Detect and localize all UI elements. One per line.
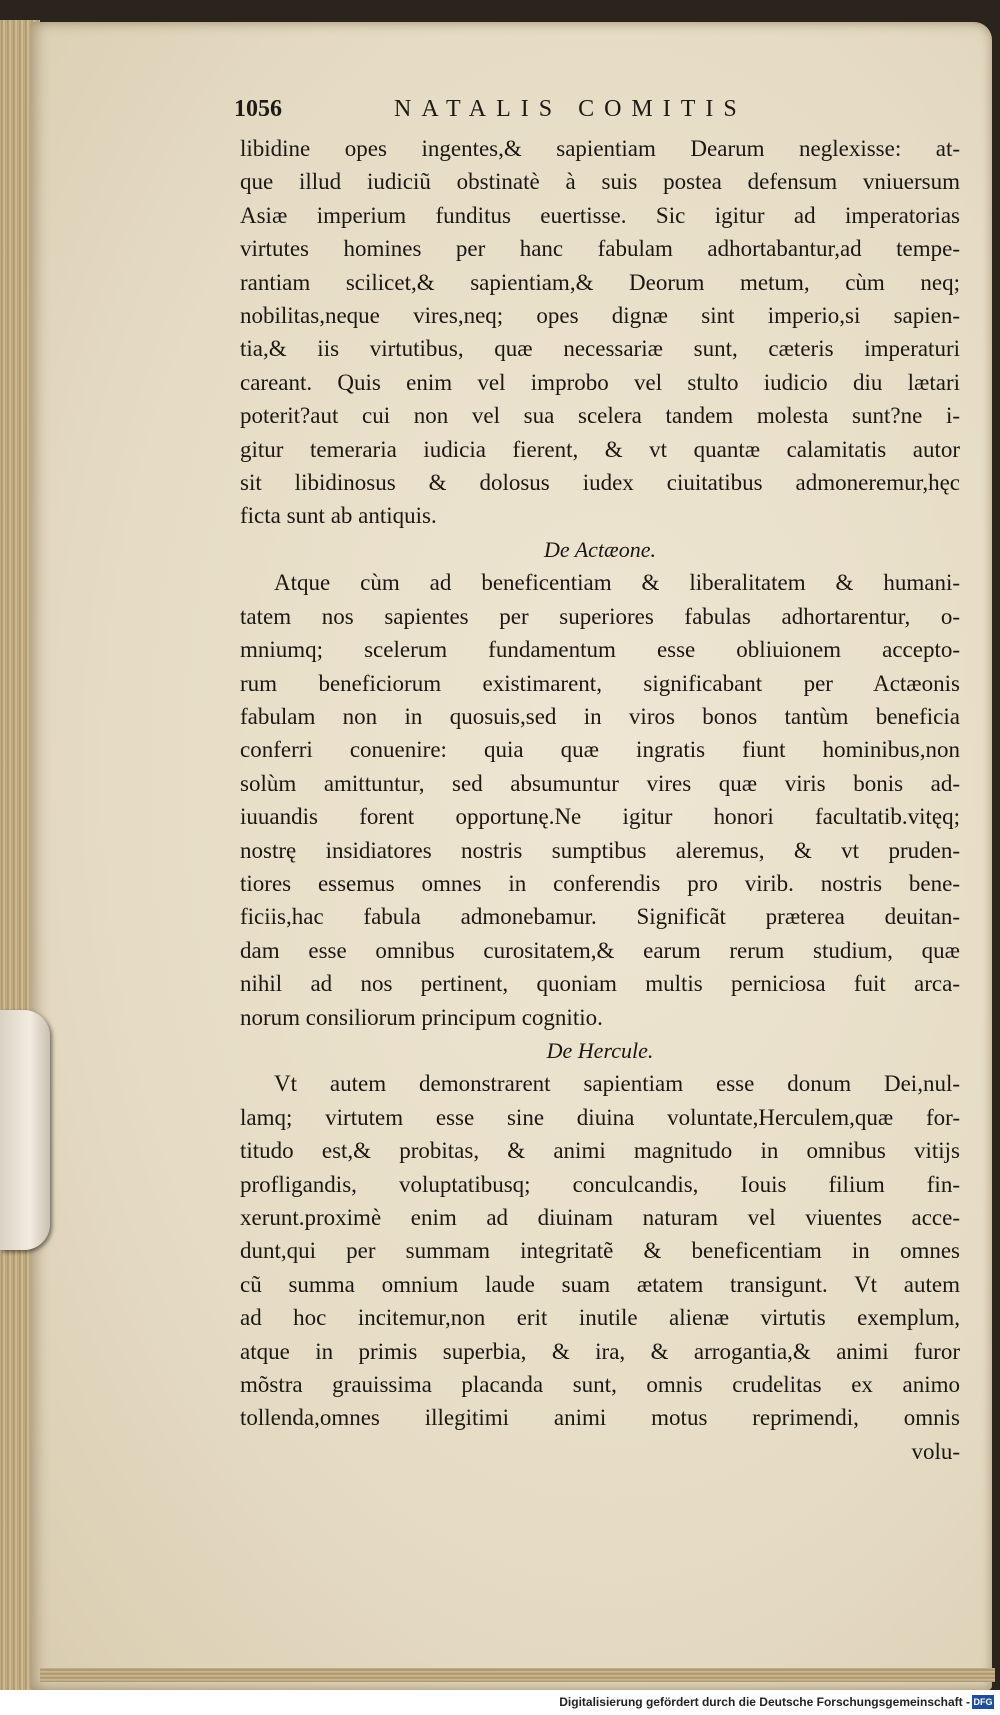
section-heading: De Hercule. <box>546 1037 654 1063</box>
text-line: virtutes homines per hanc fabulam adhortabantur,ad tempe- <box>240 236 960 262</box>
text-line: conferri conuenire: quia quæ ingratis fiunt hominibus,non <box>240 737 960 763</box>
text-line: mõstra grauissima placanda sunt, omnis crudelitas ex animo <box>240 1372 960 1398</box>
text-line: nihil ad nos pertinent, quoniam multis perniciosa fuit arca- <box>240 971 960 997</box>
text-line: lamq; virtutem esse sine diuina voluntate,Herculem,quæ for- <box>240 1104 960 1130</box>
running-head <box>234 96 834 126</box>
text-line: que illud iudiciũ obstinatè à suis postea defensum vniuersum <box>240 169 960 195</box>
text-line: nobilitas,neque vires,neq; opes dignæ sint imperio,si sapien- <box>240 303 960 329</box>
text-line: Atque cùm ad beneficentiam & liberalitatem & humani- <box>274 570 960 596</box>
text-line: xerunt.proximè enim ad diuinam naturam vel viuentes acce- <box>240 1205 960 1230</box>
catchword: volu- <box>911 1438 960 1464</box>
text-line: sit libidinosus & dolosus iudex ciuitatibus admoneremur,hęc <box>240 470 960 496</box>
text-line: fabulam non in quosuis,sed in viros bonos tantùm beneficia <box>240 703 960 729</box>
text-line: ad hoc incitemur,non erit inutile alienæ virtutis exemplum, <box>240 1305 960 1331</box>
text-line: norum consiliorum principum cognitio. <box>240 1004 603 1030</box>
text-line: profligandis, voluptatibusq; conculcandis, Iouis filium fin- <box>240 1171 960 1197</box>
main-text <box>240 132 960 1468</box>
text-line: dam esse omnibus curositatem,& earum rerum studium, quæ <box>240 937 960 963</box>
text-line: tatem nos sapientes per superiores fabulas adhortarentur, o- <box>240 603 960 629</box>
dfg-logo-icon: DFG <box>973 1697 993 1707</box>
text-line: poterit?aut cui non vel sua scelera tandem molesta sunt?ne i- <box>240 403 960 429</box>
text-line: tia,& iis virtutibus, quæ necessariæ sunt, cæteris imperaturi <box>240 336 960 362</box>
book-bottom-edges <box>40 1668 995 1682</box>
text-line: atque in primis superbia, & ira, & arrogantia,& animi furor <box>240 1338 960 1364</box>
funding-notice: Digitalisierung gefördert durch die Deutsche Forschungsgemeinschaft - <box>559 1695 970 1709</box>
text-line: ficta sunt ab antiquis. <box>240 503 437 529</box>
text-line: solùm amittuntur, sed absumuntur vires quæ viris bonis ad- <box>240 770 960 796</box>
page-clip <box>0 1010 50 1250</box>
footer-bar <box>0 1690 1000 1715</box>
text-line: rum beneficiorum existimarent, significabant per Actæonis <box>240 670 960 696</box>
text-line: tiores essemus omnes in conferendis pro virib. nostris bene- <box>240 870 960 896</box>
text-line: titudo est,& probitas, & animi magnitudo in omnibus vitijs <box>240 1138 960 1164</box>
text-line: libidine opes ingentes,& sapientiam Dearum neglexisse: at- <box>240 136 960 161</box>
text-line: cũ summa omnium laude suam ætatem transigunt. Vt autem <box>240 1271 960 1297</box>
section-heading: De Actæone. <box>543 536 656 562</box>
page-number: 1056 <box>234 96 282 122</box>
text-line: mniumq; scelerum fundamentum esse obliuionem accepto- <box>240 637 960 663</box>
text-line: ficiis,hac fabula admonebamur. Significãt præterea deuitan- <box>240 904 960 930</box>
running-title: NATALIS COMITIS <box>394 96 747 122</box>
text-line: gitur temeraria iudicia fierent, & vt quantæ calamitatis autor <box>240 436 960 462</box>
text-line: rantiam scilicet,& sapientiam,& Deorum metum, cùm neq; <box>240 269 960 295</box>
text-line: nostrę insidiatores nostris sumptibus aleremus, & vt pruden- <box>240 837 960 863</box>
text-line: tollenda,omnes illegitimi animi motus reprimendi, omnis <box>240 1405 960 1431</box>
text-line: iuuandis forent opportunę.Ne igitur honori facultatib.vitęq; <box>240 804 960 830</box>
text-line: dunt,qui per summam integritatẽ & beneficentiam in omnes <box>240 1238 960 1264</box>
text-line: careant. Quis enim vel improbo vel stulto iudicio diu lætari <box>240 369 960 395</box>
text-line: Asiæ imperium funditus euertisse. Sic igitur ad imperatorias <box>240 202 960 228</box>
text-line: Vt autem demonstrarent sapientiam esse donum Dei,nul- <box>274 1071 960 1097</box>
